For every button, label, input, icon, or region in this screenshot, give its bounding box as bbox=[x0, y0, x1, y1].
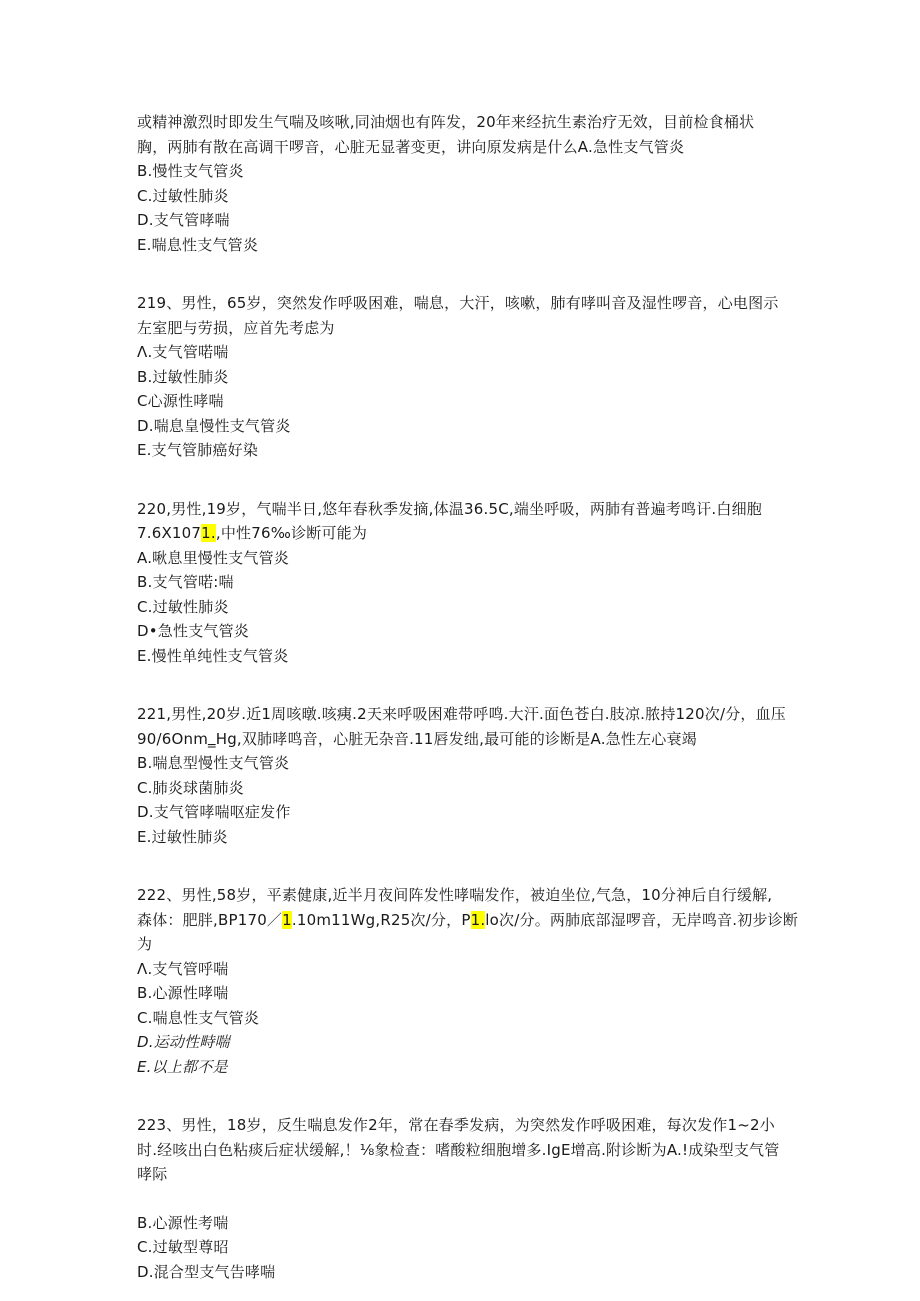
option-a: A.啾息里慢性支气管炎 bbox=[137, 548, 289, 567]
text-segment: ,中性76‰诊断可能为 bbox=[215, 524, 368, 542]
option-d: D.喘息皇慢性支气管炎 bbox=[137, 416, 291, 435]
option-c: C.过敏性肺炎 bbox=[137, 186, 229, 205]
question-text-line: 220,男性,19岁，气喘半日,悠年春秋季发摘,体温36.5C,端坐呼吸，两肺有普遍考鸣讦.白细胞 bbox=[137, 499, 763, 518]
question-text-line: 为 bbox=[137, 935, 153, 953]
text-segment: lo次/分。两肺底部湿啰音，无岸鸣音.初步诊断 bbox=[485, 910, 799, 929]
option-b: B.喘息型慢性支气管炎 bbox=[137, 754, 290, 772]
question-text-line bbox=[137, 908, 799, 933]
question-text-line: 221,男性,20岁.近1周咳暾.咳痍.2天来呼吸困难带呼鸣.大汗.面色苍白.肢凉.脓持120次/分，血压 bbox=[137, 705, 787, 723]
option-c: C心源性哮喘 bbox=[137, 392, 224, 410]
question-text-line: 222、男性,58岁，平素健康,近半月夜间阵发性哮喘发作，被迫坐位,气急，10分神后自行缓解, bbox=[137, 886, 773, 904]
option-d: D.支气管哮喘 bbox=[137, 211, 230, 229]
question-text-line: 时.经咳出白色粘痰后症状缓解,！⅛象检查：嗜酸粒细胞增多.IgE增高.附诊断为A.!成染型支气管 bbox=[137, 1140, 780, 1159]
option-e: E.慢性单纯性支气管炎 bbox=[137, 646, 289, 665]
option-e: E.过敏性肺炎 bbox=[137, 827, 228, 846]
text-segment: .10m11Wg,R25次/分，P bbox=[291, 910, 471, 929]
question-223 bbox=[137, 1113, 787, 1284]
option-d: D.运动性畤喘 bbox=[137, 1033, 230, 1051]
question-text-line: 胸，两肺有散在高调干啰音，心脏无显著变更，讲向原发病是什么A.急性支气管炎 bbox=[137, 137, 685, 156]
question-text-line bbox=[137, 521, 787, 546]
highlighted-text: 1 bbox=[282, 910, 292, 929]
option-c: C.喘息性支气管炎 bbox=[137, 1008, 260, 1027]
option-c: C.肺炎球菌肺炎 bbox=[137, 778, 244, 797]
option-e: E.以上都不是 bbox=[137, 1057, 228, 1076]
text-segment: 7.6X107 bbox=[137, 524, 202, 542]
option-b: B.慢性支气管炎 bbox=[137, 162, 244, 180]
text-segment: 森体：肥胖,BP170／ bbox=[137, 910, 283, 929]
option-c: C.过敏型尊昭 bbox=[137, 1238, 229, 1256]
question-222 bbox=[137, 883, 799, 1079]
option-d: D.混合型支气告哮喘 bbox=[137, 1262, 276, 1281]
question-text-line: 或精神激烈时即发生气喘及咳啾,同油烟也有阵发，20年来经抗生素治疗无效，目前检食桶状 bbox=[137, 113, 755, 131]
option-d: D•急性支气管炎 bbox=[137, 622, 249, 640]
question-221 bbox=[137, 702, 787, 849]
option-a: Λ.支气管喏喘 bbox=[137, 343, 229, 361]
question-219 bbox=[137, 291, 787, 463]
highlighted-text: 1. bbox=[470, 910, 486, 929]
option-b: B.支气管喏:喘 bbox=[137, 573, 234, 591]
question-220 bbox=[137, 497, 787, 669]
option-e: E.喘息性支气管炎 bbox=[137, 235, 259, 254]
option-c: C.过敏性肺炎 bbox=[137, 597, 229, 616]
question-text-line: 223、男性，18岁，反生喘息发作2年，常在春季发病，为突然发作呼吸困难，每次发作1~2小 bbox=[137, 1116, 775, 1134]
question-text-line: 219、男性，65岁，突然发作呼吸困难，喘息，大汗，咳嗽，肺有哮叫音及湿性啰音，心电图示 bbox=[137, 294, 779, 312]
option-b: B.心源性考喘 bbox=[137, 1213, 229, 1232]
question-text-line: 哮际 bbox=[137, 1165, 168, 1183]
option-b: B.心源性哮喘 bbox=[137, 984, 229, 1002]
option-b: B.过敏性肺炎 bbox=[137, 367, 229, 386]
question-text-line: 左室肥与劳损，应首先考虑为 bbox=[137, 318, 335, 337]
option-e: E.支气管肺癌好染 bbox=[137, 441, 259, 459]
option-d: D.支气管哮喘呕症发作 bbox=[137, 803, 291, 821]
question-218 bbox=[137, 110, 787, 257]
highlighted-text: 1. bbox=[201, 524, 216, 542]
question-text-line: 90/6Onm‗Hg,双肺哮鸣音，心脏无杂音.11唇发绌,最可能的诊断是A.急性左心衰竭 bbox=[137, 729, 697, 748]
document-page bbox=[137, 110, 799, 1284]
option-a: Λ.支气管呼喘 bbox=[137, 959, 229, 978]
